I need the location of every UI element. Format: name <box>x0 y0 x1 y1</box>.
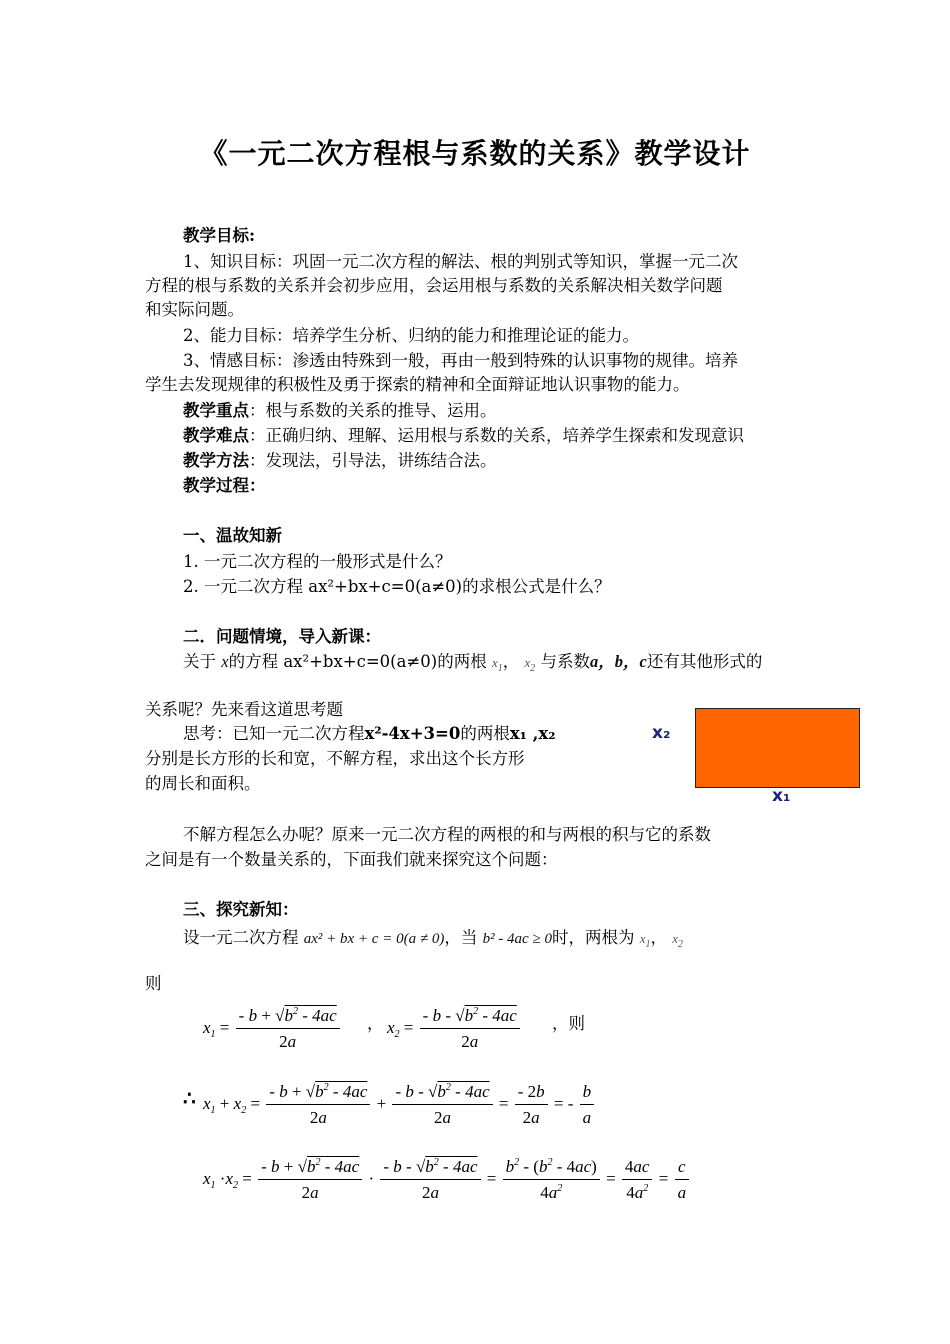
page-title: 《一元二次方程根与系数的关系》教学设计 <box>199 137 751 170</box>
sum-of-roots-equation: $x_1 + x_2$ = $\frac{- b + √b^2 - 4ac}{2a}$ + $\frac{- b - √b^2 - 4ac}{2a}$ = $\frac{- 2b}{2a}$ = - $\frac{b}{a}$ <box>203 1082 596 1128</box>
discriminant-condition: b² - 4ac ≥ 0 <box>482 931 552 947</box>
root-formula-x1: $x_1$ = $\frac{- b + √b^2 - 4ac}{2a}$ <box>203 1006 342 1052</box>
text-fragment: 还有其他形式的 <box>646 652 763 671</box>
objective-2: 2、能力目标：培养学生分析、归纳的能力和推理论证的能力。 <box>183 326 639 345</box>
method-label: 教学方法 <box>183 451 249 470</box>
process-colon: ： <box>249 476 266 495</box>
teaching-process <box>183 474 810 498</box>
section-1-question-2: 2. 一元二次方程 ax²+bx+c=0(a≠0)的求根公式是什么？ <box>183 577 611 596</box>
objective-1-line-1: 1、知识目标：巩固一元二次方程的解法、根的判别式等知识，掌握一元二次 <box>183 252 738 271</box>
section-3-paragraph-1: 设一元二次方程 ax² + bx + c = 0(a ≠ 0)，当 b² - 4ac ≥ 0时，两根为 $x_1$， $x_2$ <box>183 928 684 950</box>
key-point-text: ：根与系数的关系的推导、运用。 <box>249 401 497 420</box>
text-fragment: ，当 <box>444 928 478 947</box>
variable-x: x <box>221 652 229 671</box>
section-2-continue-line-1: 不解方程怎么办呢？原来一元二次方程的两根的和与两根的积与它的系数 <box>183 825 711 844</box>
section-2-continue-line-2: 之间是有一个数量关系的，下面我们就来探究这个问题： <box>145 850 558 869</box>
rectangle-figure <box>695 708 860 788</box>
difficulty-text: ：正确归纳、理解、运用根与系数的关系，培养学生探索和发现意识 <box>249 426 744 445</box>
root-x1: $x_1$ <box>491 655 503 674</box>
think-roots: x₁ ,x₂ <box>509 724 556 743</box>
objective-3-line-2: 学生去发现规律的积极性及勇于探索的精神和全面辩证地认识事物的能力。 <box>145 375 690 394</box>
root-x2: $x_2$ <box>672 931 684 950</box>
text-fragment: 时，两根为 <box>551 928 635 947</box>
difficulty-label: 教学难点 <box>183 426 249 445</box>
think-line-2: 分别是长方形的长和宽，不解方程，求出这个长方形 <box>145 749 525 768</box>
key-point <box>183 399 810 423</box>
difficulty-point <box>183 424 810 448</box>
section-2-paragraph-1: 关于 x的方程 ax²+bx+c=0(a≠0)的两根 $x_1$， $x_2$ 与系数a，b，c还有其他形式的 <box>183 652 763 674</box>
section-3-heading: 三、探究新知： <box>183 900 299 919</box>
text-fragment: 的方程 ax²+bx+c=0(a≠0)的两根 <box>228 652 487 671</box>
text-fragment: 关于 <box>183 652 216 671</box>
think-equation: x²-4x+3=0 <box>364 724 461 743</box>
text-fragment: 思考：已知一元二次方程 <box>183 724 365 743</box>
text-fragment: 设一元二次方程 <box>183 928 299 947</box>
objective-1-line-3: 和实际问题。 <box>145 300 244 319</box>
text-fragment: 与系数 <box>540 652 591 671</box>
think-line-1 <box>183 722 613 746</box>
then-text: 则 <box>145 974 162 993</box>
teaching-method <box>183 449 810 473</box>
therefore-symbol: ∴ <box>183 1086 196 1110</box>
text-fragment: 的两根 <box>460 724 510 743</box>
process-label: 教学过程 <box>183 476 249 495</box>
label-x1: x₁ <box>772 786 791 806</box>
root-x1: $x_1$ <box>639 931 651 950</box>
method-text: ：发现法，引导法，讲练结合法。 <box>249 451 497 470</box>
coefficients: a，b，c <box>590 652 647 671</box>
think-line-3: 的周长和面积。 <box>145 774 261 793</box>
objectives-heading: 教学目标: <box>183 226 256 245</box>
product-of-roots-equation: $x_1 \cdot x_2$ = $\frac{- b + √b^2 - 4ac}{2a}$ · $\frac{- b - √b^2 - 4ac}{2a}$ = $\frac{b^2 - (b^2 - 4ac)}{4a^2}$ = $\frac{4ac}{4a^2}$ = $\frac{c}{a}$ <box>203 1157 691 1203</box>
general-equation: ax² + bx + c = 0(a ≠ 0) <box>303 931 445 947</box>
objective-3-line-1: 3、情感目标：渗透由特殊到一般，再由一般到特殊的认识事物的规律。培养 <box>183 351 738 370</box>
section-2-heading: 二．问题情境，导入新课： <box>183 627 381 646</box>
key-point-label: 教学重点 <box>183 401 249 420</box>
label-x2: x₂ <box>652 723 671 743</box>
section-1-question-1: 1. 一元二次方程的一般形式是什么？ <box>183 552 452 571</box>
comma: ， <box>367 1014 384 1033</box>
root-x2: $x_2$ <box>524 655 536 674</box>
objective-1-line-2: 方程的根与系数的关系并会初步应用，会运用根与系数的关系解决相关数学问题 <box>145 276 723 295</box>
section-2-paragraph-2: 关系呢？先来看这道思考题 <box>145 700 343 719</box>
then-text-2: ，则 <box>552 1014 585 1033</box>
section-1-heading: 一、温故知新 <box>183 526 282 545</box>
root-formula-x2: $x_2$ = $\frac{- b - √b^2 - 4ac}{2a}$ <box>387 1006 522 1052</box>
